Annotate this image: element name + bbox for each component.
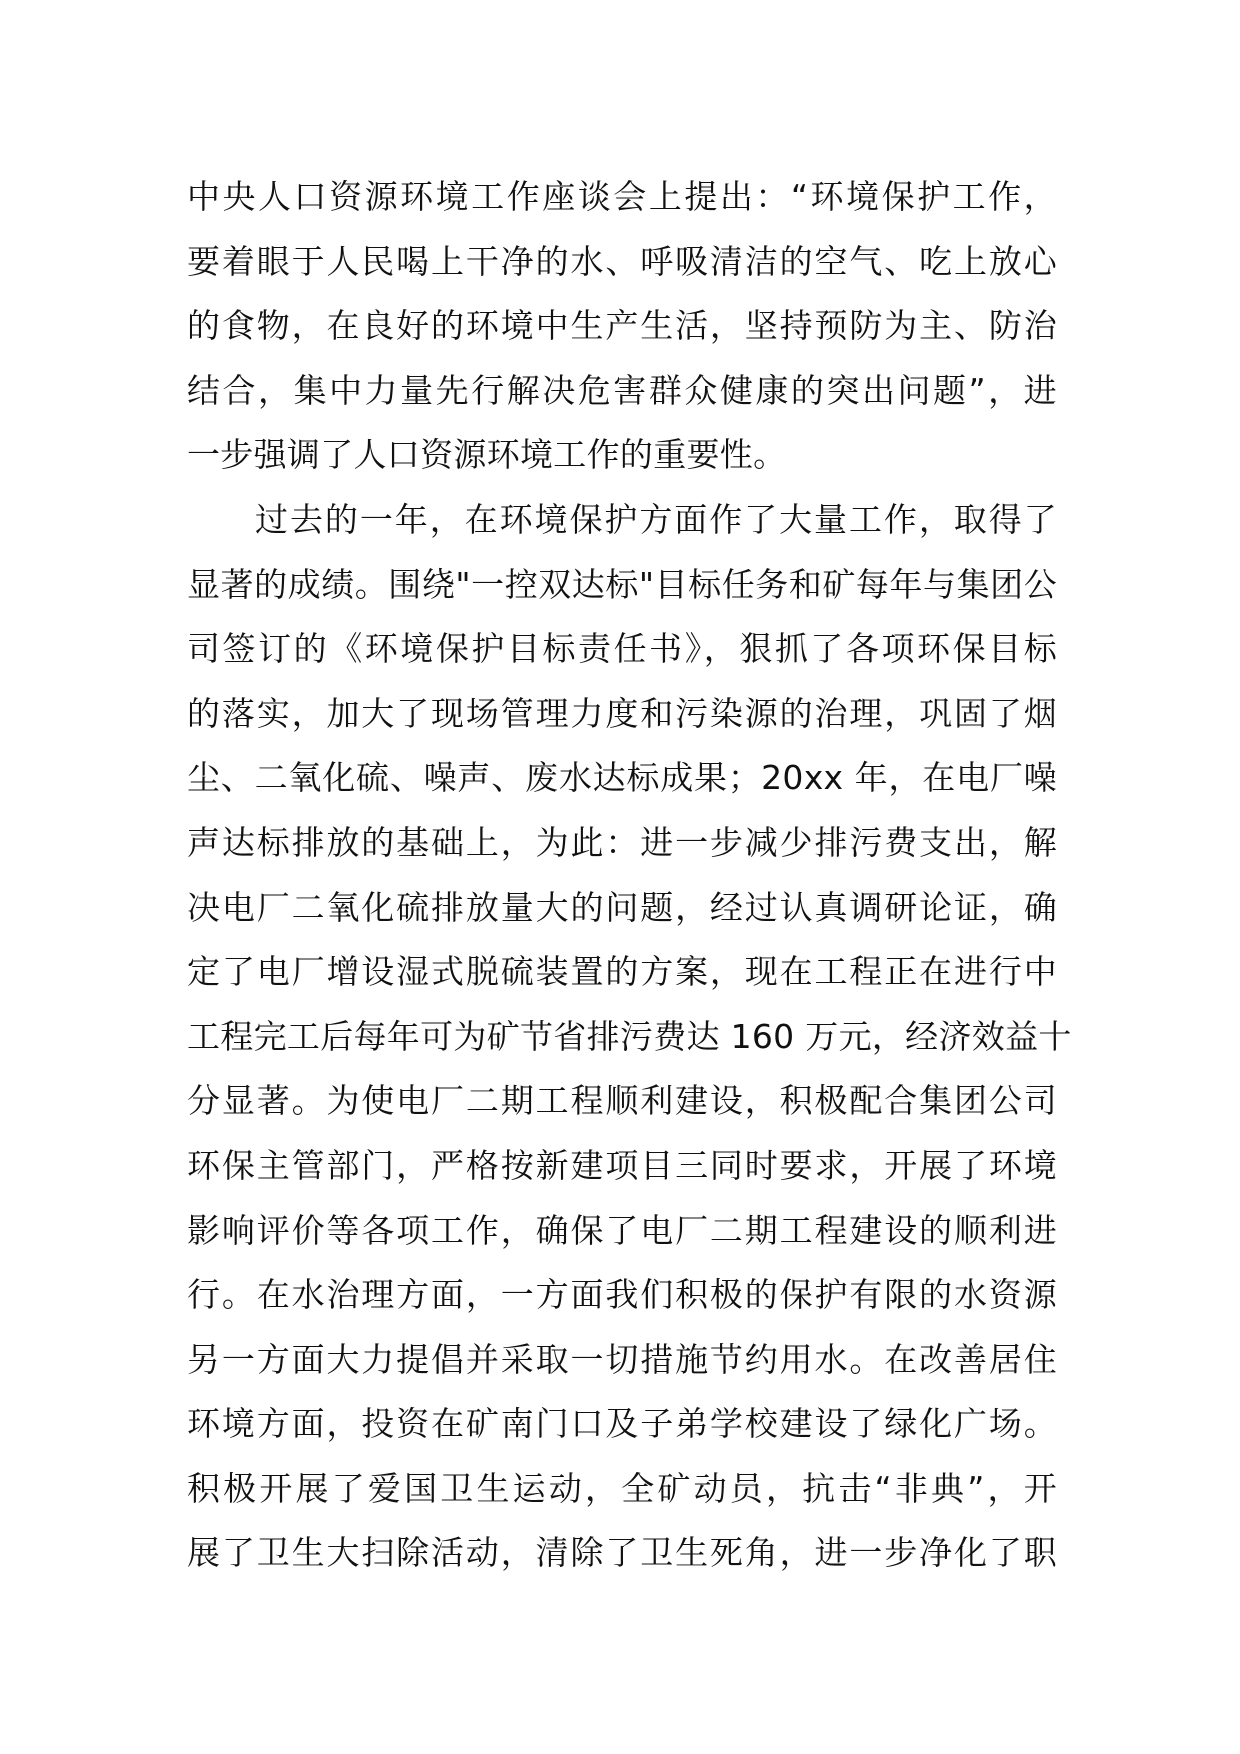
paragraph-2	[187, 488, 1072, 1586]
text-line: 展了卫生大扫除活动，清除了卫生死角，进一步净化了职	[187, 1533, 1057, 1573]
text-line: 一步强调了人口资源环境工作的重要性。	[187, 435, 787, 475]
text-line: 分显著。为使电厂二期工程顺利建设，积极配合集团公司	[187, 1081, 1057, 1121]
text-line: 另一方面大力提倡并采取一切措施节约用水。在改善居住	[187, 1339, 1057, 1379]
text-line: 声达标排放的基础上，为此：进一步减少排污费支出，解	[187, 822, 1057, 862]
paragraph-1	[187, 165, 1057, 488]
text-line: 过去的一年，在环境保护方面作了大量工作，取得了	[255, 499, 1057, 539]
text-line: 定了电厂增设湿式脱硫装置的方案，现在工程正在进行中	[187, 952, 1057, 992]
text-line: 的落实，加大了现场管理力度和污染源的治理，巩固了烟	[187, 693, 1057, 733]
text-line: 决电厂二氧化硫排放量大的问题，经过认真调研论证，确	[187, 887, 1057, 927]
text-line: 显著的成绩。围绕"一控双达标"目标任务和矿每年与集团公	[187, 564, 1057, 604]
text-line: 要着眼于人民喝上干净的水、呼吸清洁的空气、吃上放心	[187, 241, 1057, 281]
text-line: 的食物，在良好的环境中生产生活，坚持预防为主、防治	[187, 306, 1057, 346]
text-line: 影响评价等各项工作，确保了电厂二期工程建设的顺利进	[187, 1210, 1057, 1250]
text-line: 司签订的《环境保护目标责任书》，狠抓了各项环保目标	[187, 629, 1057, 669]
text-line: 工程完工后每年可为矿节省排污费达 160 万元，经济效益十	[187, 1016, 1072, 1056]
document-body	[187, 165, 1072, 1586]
text-line: 行。在水治理方面，一方面我们积极的保护有限的水资源	[187, 1275, 1057, 1315]
text-line: 环境方面，投资在矿南门口及子弟学校建设了绿化广场。	[187, 1404, 1057, 1444]
text-line: 环保主管部门，严格按新建项目三同时要求，开展了环境	[187, 1145, 1057, 1185]
text-line: 中央人口资源环境工作座谈会上提出：“环境保护工作，	[187, 177, 1057, 216]
text-line: 尘、二氧化硫、噪声、废水达标成果；20xx 年，在电厂噪	[187, 758, 1057, 798]
text-line: 积极开展了爱国卫生运动，全矿动员，抗击“非典”，开	[187, 1468, 1057, 1508]
text-line: 结合，集中力量先行解决危害群众健康的突出问题”，进	[187, 370, 1057, 410]
